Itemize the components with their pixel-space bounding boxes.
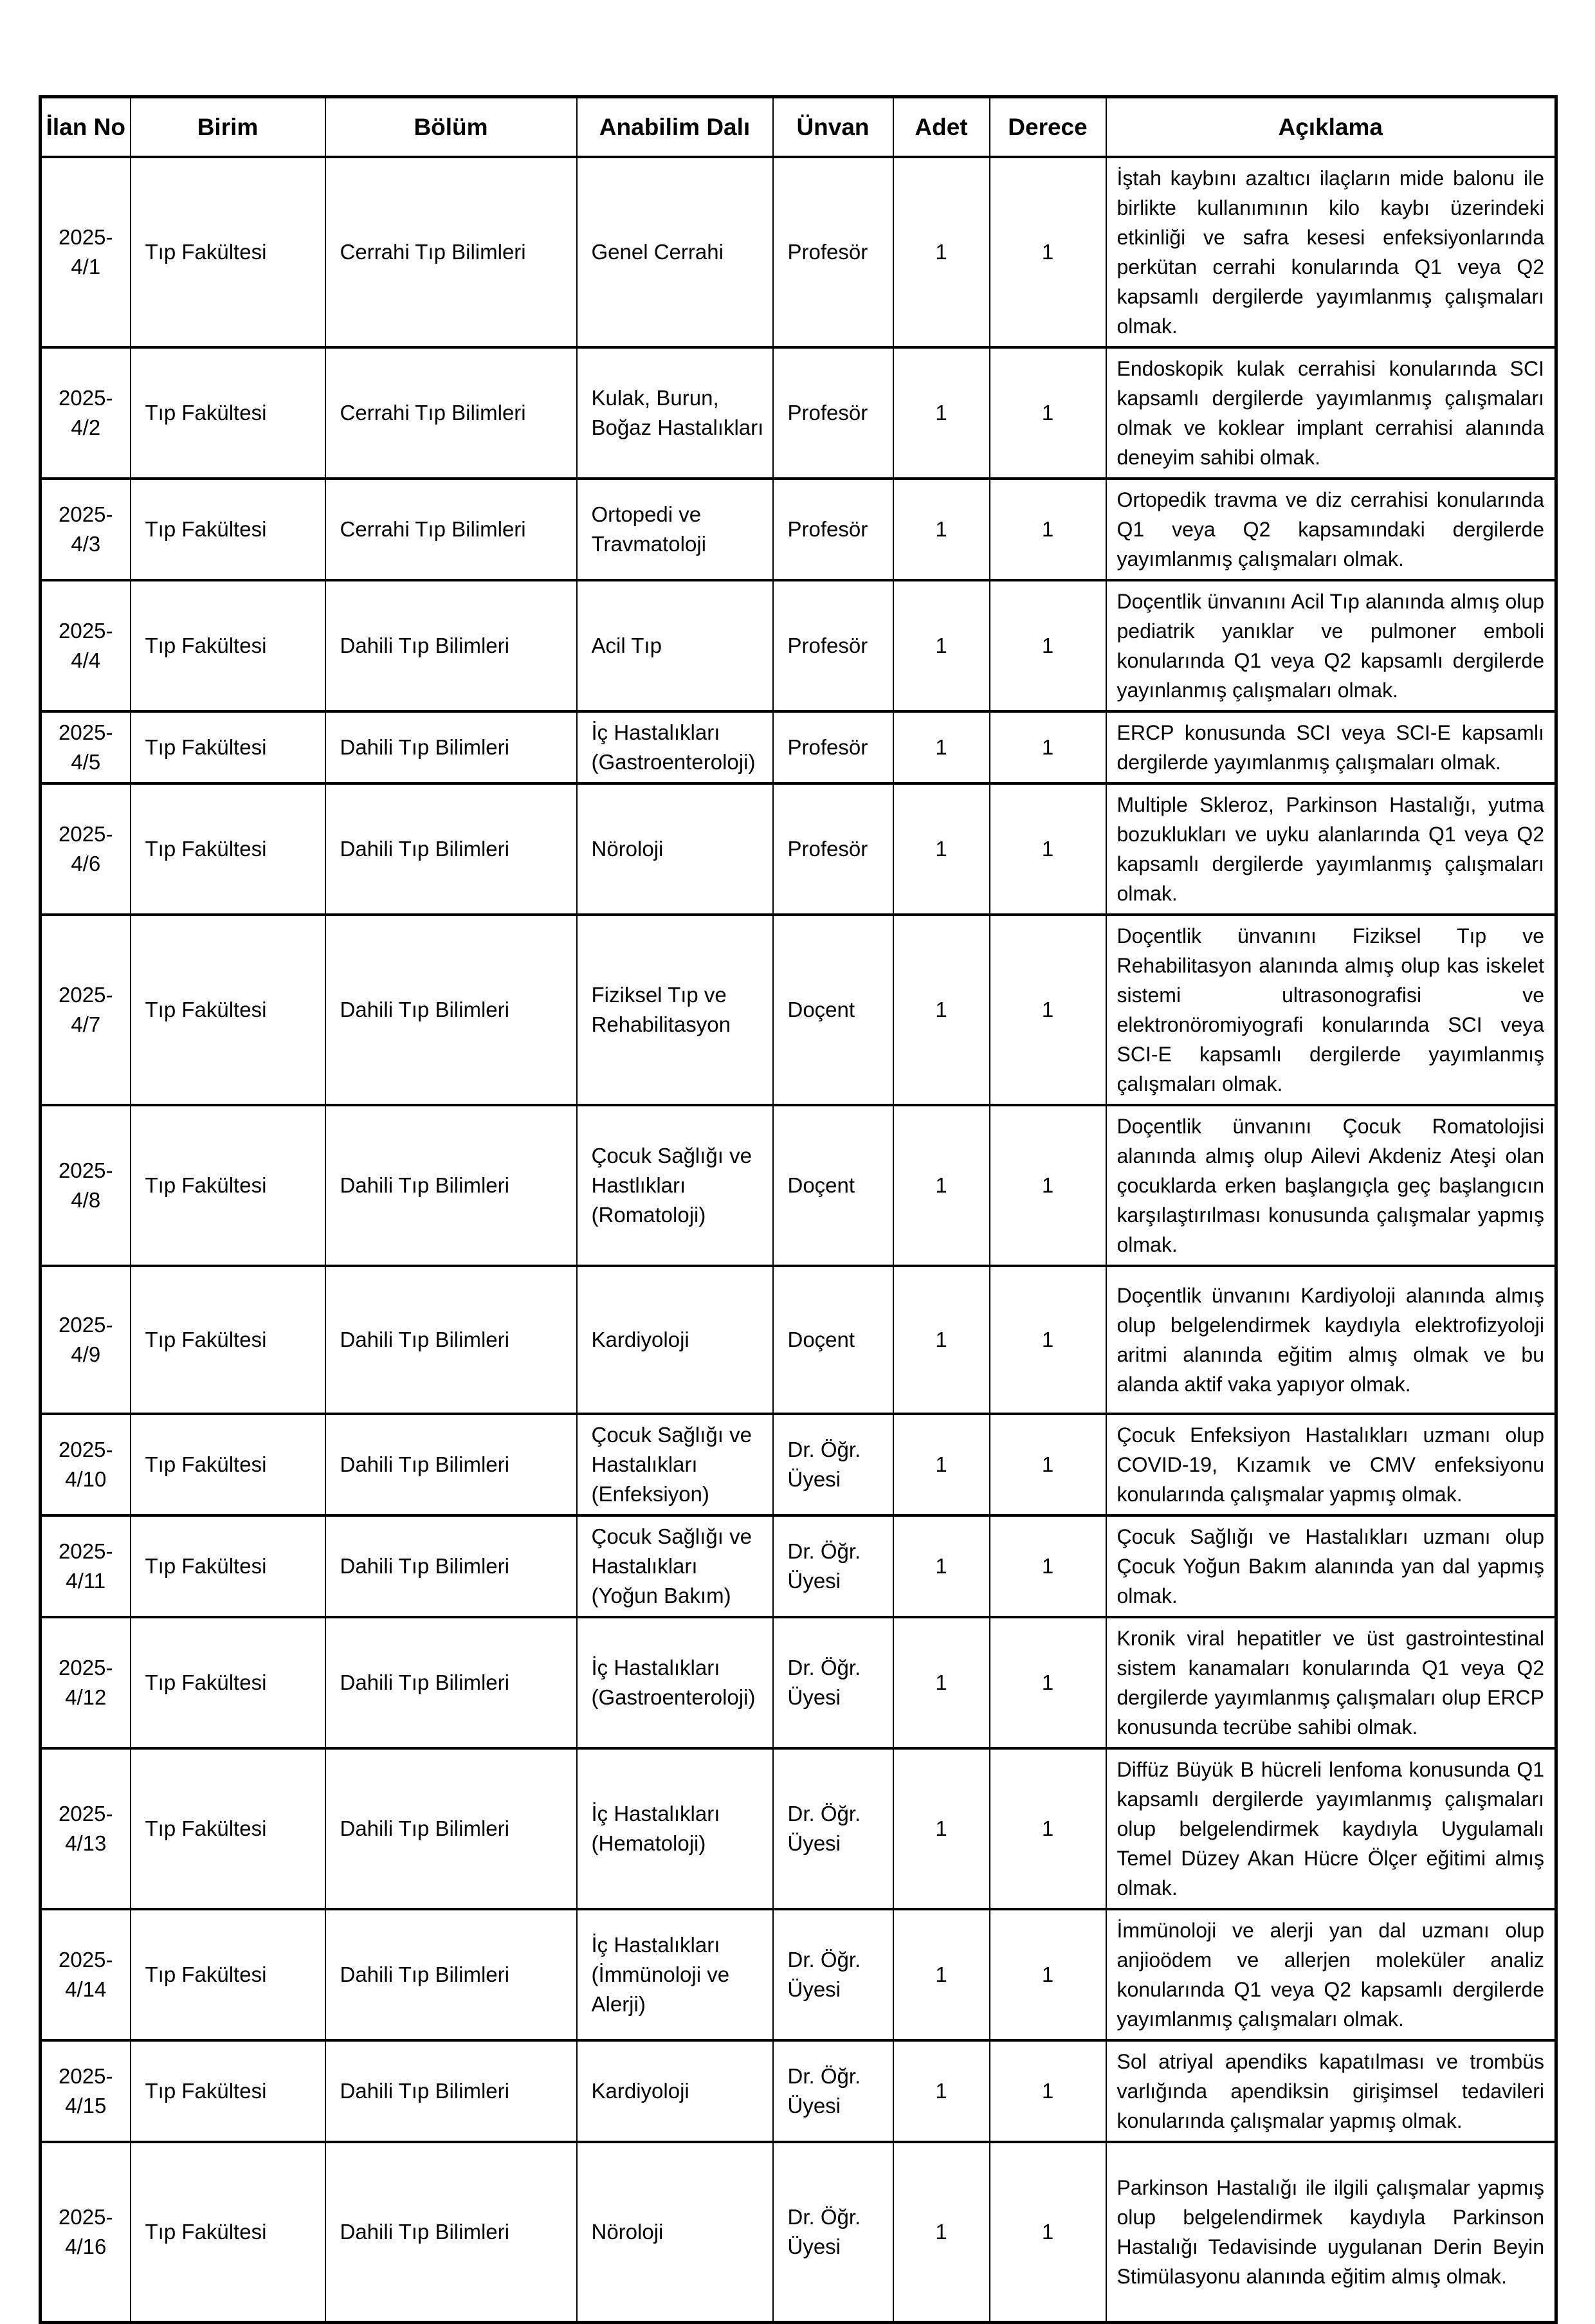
cell-ilan-no: 2025-4/13 <box>41 1748 131 1909</box>
cell-aciklama: Ortopedik travma ve diz cerrahisi konularında Q1 veya Q2 kapsamındaki dergilerde yayımlanmış çalışmaları olmak. <box>1106 479 1556 580</box>
cell-adet: 1 <box>893 1515 990 1617</box>
cell-ilan-no: 2025-4/1 <box>41 157 131 347</box>
table-row <box>41 157 1556 347</box>
cell-birim: Tıp Fakültesi <box>131 2040 325 2142</box>
cell-aciklama: Parkinson Hastalığı ile ilgili çalışmalar yapmış olup belgelendirmek kaydıyla Parkinson Hastalığı Tedavisinde uygulanan Derin Beyin Stimülasyonu alanında eğitim almış olmak. <box>1106 2142 1556 2323</box>
cell-birim: Tıp Fakültesi <box>131 1266 325 1414</box>
table-row <box>41 711 1556 783</box>
cell-derece: 1 <box>990 1748 1106 1909</box>
cell-ilan-no: 2025-4/11 <box>41 1515 131 1617</box>
cell-aciklama: Endoskopik kulak cerrahisi konularında SCI kapsamlı dergilerde yayımlanmış çalışmaları olmak ve koklear implant cerrahisi alanında deneyim sahibi olmak. <box>1106 347 1556 479</box>
cell-ilan-no: 2025-4/7 <box>41 915 131 1105</box>
cell-derece: 1 <box>990 157 1106 347</box>
cell-unvan: Profesör <box>773 157 893 347</box>
cell-bolum: Dahili Tıp Bilimleri <box>325 2142 577 2323</box>
cell-ilan-no: 2025-4/2 <box>41 347 131 479</box>
cell-unvan: Profesör <box>773 479 893 580</box>
cell-adet: 1 <box>893 1414 990 1515</box>
cell-aciklama: Doçentlik ünvanını Fiziksel Tıp ve Rehabilitasyon alanında almış olup kas iskelet sistemi ultrasonografisi ve elektronöromiyografi konularında SCI veya SCI-E kapsamlı dergilerde yayımlanmış çalışmaları olmak. <box>1106 915 1556 1105</box>
cell-bolum: Dahili Tıp Bilimleri <box>325 1105 577 1266</box>
table-row <box>41 1748 1556 1909</box>
cell-bolum: Dahili Tıp Bilimleri <box>325 783 577 915</box>
cell-aciklama: İmmünoloji ve alerji yan dal uzmanı olup anjioödem ve allerjen moleküler analiz konularında Q1 veya Q2 kapsamlı dergilerde yayımlanmış çalışmaları olmak. <box>1106 1909 1556 2040</box>
cell-adet: 1 <box>893 1748 990 1909</box>
cell-unvan: Dr. Öğr. Üyesi <box>773 2040 893 2142</box>
table-row <box>41 2142 1556 2323</box>
cell-unvan: Doçent <box>773 915 893 1105</box>
cell-bolum: Dahili Tıp Bilimleri <box>325 915 577 1105</box>
cell-birim: Tıp Fakültesi <box>131 347 325 479</box>
table-row <box>41 1617 1556 1748</box>
cell-bolum: Dahili Tıp Bilimleri <box>325 711 577 783</box>
cell-derece: 1 <box>990 783 1106 915</box>
cell-adet: 1 <box>893 2142 990 2323</box>
cell-adet: 1 <box>893 915 990 1105</box>
table-row <box>41 1105 1556 1266</box>
cell-adet: 1 <box>893 1266 990 1414</box>
cell-ilan-no: 2025-4/15 <box>41 2040 131 2142</box>
cell-derece: 1 <box>990 915 1106 1105</box>
table-row <box>41 347 1556 479</box>
cell-aciklama: İştah kaybını azaltıcı ilaçların mide balonu ile birlikte kullanımının kilo kaybı üzerindeki etkinliği ve safra kesesi enfeksiyonlarında perkütan cerrahi konularında Q1 veya Q2 kapsamlı dergilerde yayımlanmış çalışmaları olmak. <box>1106 157 1556 347</box>
cell-aciklama: Multiple Skleroz, Parkinson Hastalığı, yutma bozuklukları ve uyku alanlarında Q1 veya Q2 kapsamlı dergilerde yayımlanmış çalışmaları olmak. <box>1106 783 1556 915</box>
cell-birim: Tıp Fakültesi <box>131 1105 325 1266</box>
cell-birim: Tıp Fakültesi <box>131 580 325 711</box>
cell-unvan: Profesör <box>773 580 893 711</box>
cell-aciklama: Diffüz Büyük B hücreli lenfoma konusunda Q1 kapsamlı dergilerde yayımlanmış çalışmaları olup belgelendirmek kaydıyla Uygulamalı Temel Düzey Akan Hücre Ölçer eğitimi almış olmak. <box>1106 1748 1556 1909</box>
cell-anabilim-dali: Fiziksel Tıp ve Rehabilitasyon <box>577 915 773 1105</box>
cell-birim: Tıp Fakültesi <box>131 157 325 347</box>
table-row <box>41 1266 1556 1414</box>
cell-adet: 1 <box>893 1617 990 1748</box>
cell-anabilim-dali: İç Hastalıkları (Hematoloji) <box>577 1748 773 1909</box>
table-row <box>41 580 1556 711</box>
cell-ilan-no: 2025-4/4 <box>41 580 131 711</box>
cell-anabilim-dali: İç Hastalıkları (Gastroenteroloji) <box>577 1617 773 1748</box>
header-birim: Birim <box>131 97 325 157</box>
cell-aciklama: Çocuk Sağlığı ve Hastalıkları uzmanı olup Çocuk Yoğun Bakım alanında yan dal yapmış olmak. <box>1106 1515 1556 1617</box>
cell-unvan: Dr. Öğr. Üyesi <box>773 2142 893 2323</box>
header-unvan: Ünvan <box>773 97 893 157</box>
cell-anabilim-dali: Genel Cerrahi <box>577 157 773 347</box>
cell-ilan-no: 2025-4/3 <box>41 479 131 580</box>
cell-derece: 1 <box>990 2142 1106 2323</box>
cell-anabilim-dali: Çocuk Sağlığı ve Hastalıkları (Enfeksiyon) <box>577 1414 773 1515</box>
cell-birim: Tıp Fakültesi <box>131 1414 325 1515</box>
cell-bolum: Dahili Tıp Bilimleri <box>325 1266 577 1414</box>
cell-derece: 1 <box>990 2040 1106 2142</box>
cell-derece: 1 <box>990 711 1106 783</box>
cell-aciklama: Doçentlik ünvanını Acil Tıp alanında almış olup pediatrik yanıklar ve pulmoner emboli konularında Q1 veya Q2 kapsamlı dergilerde yayınlanmış çalışmaları olmak. <box>1106 580 1556 711</box>
cell-ilan-no: 2025-4/14 <box>41 1909 131 2040</box>
cell-unvan: Dr. Öğr. Üyesi <box>773 1617 893 1748</box>
cell-unvan: Profesör <box>773 783 893 915</box>
cell-derece: 1 <box>990 1266 1106 1414</box>
cell-aciklama: Sol atriyal apendiks kapatılması ve trombüs varlığında apendiksin girişimsel tedavileri konularında çalışmalar yapmış olmak. <box>1106 2040 1556 2142</box>
cell-adet: 1 <box>893 2040 990 2142</box>
cell-birim: Tıp Fakültesi <box>131 711 325 783</box>
header-anabilim: Anabilim Dalı <box>577 97 773 157</box>
header-bolum: Bölüm <box>325 97 577 157</box>
cell-derece: 1 <box>990 1105 1106 1266</box>
cell-aciklama: Çocuk Enfeksiyon Hastalıkları uzmanı olup COVID-19, Kızamık ve CMV enfeksiyonu konularında çalışmalar yapmış olmak. <box>1106 1414 1556 1515</box>
cell-ilan-no: 2025-4/12 <box>41 1617 131 1748</box>
table-row <box>41 2040 1556 2142</box>
cell-ilan-no: 2025-4/8 <box>41 1105 131 1266</box>
cell-birim: Tıp Fakültesi <box>131 2142 325 2323</box>
cell-aciklama: Kronik viral hepatitler ve üst gastrointestinal sistem kanamaları konularında Q1 veya Q2 dergilerde yayımlanmış çalışmaları olup ERCP konusunda tecrübe sahibi olmak. <box>1106 1617 1556 1748</box>
cell-unvan: Doçent <box>773 1105 893 1266</box>
header-derece: Derece <box>990 97 1106 157</box>
cell-adet: 1 <box>893 1105 990 1266</box>
cell-adet: 1 <box>893 479 990 580</box>
cell-anabilim-dali: Ortopedi ve Travmatoloji <box>577 479 773 580</box>
cell-birim: Tıp Fakültesi <box>131 915 325 1105</box>
cell-anabilim-dali: İç Hastalıkları (Gastroenteroloji) <box>577 711 773 783</box>
cell-anabilim-dali: Kardiyoloji <box>577 1266 773 1414</box>
cell-bolum: Dahili Tıp Bilimleri <box>325 1748 577 1909</box>
cell-birim: Tıp Fakültesi <box>131 479 325 580</box>
cell-adet: 1 <box>893 347 990 479</box>
job-postings-table <box>39 95 1558 2324</box>
cell-aciklama: Doçentlik ünvanını Çocuk Romatolojisi alanında almış olup Ailevi Akdeniz Ateşi olan çocuklarda erken başlangıçla geç başlangıcın karşılaştırılması konusunda çalışmalar yapmış olmak. <box>1106 1105 1556 1266</box>
cell-adet: 1 <box>893 783 990 915</box>
header-adet: Adet <box>893 97 990 157</box>
header-row <box>41 97 1556 157</box>
cell-unvan: Dr. Öğr. Üyesi <box>773 1414 893 1515</box>
table-row <box>41 1515 1556 1617</box>
cell-adet: 1 <box>893 711 990 783</box>
cell-ilan-no: 2025-4/5 <box>41 711 131 783</box>
table-row <box>41 479 1556 580</box>
cell-anabilim-dali: Çocuk Sağlığı ve Hastlıkları (Romatoloji) <box>577 1105 773 1266</box>
cell-unvan: Profesör <box>773 347 893 479</box>
cell-anabilim-dali: İç Hastalıkları (İmmünoloji ve Alerji) <box>577 1909 773 2040</box>
cell-bolum: Dahili Tıp Bilimleri <box>325 1909 577 2040</box>
cell-unvan: Dr. Öğr. Üyesi <box>773 1748 893 1909</box>
cell-anabilim-dali: Acil Tıp <box>577 580 773 711</box>
cell-derece: 1 <box>990 580 1106 711</box>
cell-adet: 1 <box>893 1909 990 2040</box>
cell-derece: 1 <box>990 1617 1106 1748</box>
cell-unvan: Doçent <box>773 1266 893 1414</box>
cell-derece: 1 <box>990 1515 1106 1617</box>
cell-ilan-no: 2025-4/9 <box>41 1266 131 1414</box>
cell-unvan: Dr. Öğr. Üyesi <box>773 1515 893 1617</box>
cell-bolum: Dahili Tıp Bilimleri <box>325 1414 577 1515</box>
cell-bolum: Cerrahi Tıp Bilimleri <box>325 157 577 347</box>
cell-derece: 1 <box>990 479 1106 580</box>
cell-anabilim-dali: Kulak, Burun, Boğaz Hastalıkları <box>577 347 773 479</box>
cell-derece: 1 <box>990 1909 1106 2040</box>
table-row <box>41 915 1556 1105</box>
cell-anabilim-dali: Çocuk Sağlığı ve Hastalıkları (Yoğun Bakım) <box>577 1515 773 1617</box>
cell-derece: 1 <box>990 1414 1106 1515</box>
cell-aciklama: ERCP konusunda SCI veya SCI-E kapsamlı dergilerde yayımlanmış çalışmaları olmak. <box>1106 711 1556 783</box>
cell-birim: Tıp Fakültesi <box>131 783 325 915</box>
cell-birim: Tıp Fakültesi <box>131 1748 325 1909</box>
cell-bolum: Cerrahi Tıp Bilimleri <box>325 479 577 580</box>
cell-ilan-no: 2025-4/6 <box>41 783 131 915</box>
cell-ilan-no: 2025-4/10 <box>41 1414 131 1515</box>
header-aciklama: Açıklama <box>1106 97 1556 157</box>
header-ilan-no: İlan No <box>41 97 131 157</box>
cell-bolum: Dahili Tıp Bilimleri <box>325 1617 577 1748</box>
cell-unvan: Profesör <box>773 711 893 783</box>
cell-unvan: Dr. Öğr. Üyesi <box>773 1909 893 2040</box>
cell-aciklama: Doçentlik ünvanını Kardiyoloji alanında almış olup belgelendirmek kaydıyla elektrofizyoloji aritmi alanında eğitim almış olmak ve bu alanda aktif vaka yapıyor olmak. <box>1106 1266 1556 1414</box>
cell-bolum: Cerrahi Tıp Bilimleri <box>325 347 577 479</box>
cell-derece: 1 <box>990 347 1106 479</box>
cell-bolum: Dahili Tıp Bilimleri <box>325 580 577 711</box>
cell-birim: Tıp Fakültesi <box>131 1515 325 1617</box>
cell-anabilim-dali: Kardiyoloji <box>577 2040 773 2142</box>
cell-bolum: Dahili Tıp Bilimleri <box>325 1515 577 1617</box>
cell-ilan-no: 2025-4/16 <box>41 2142 131 2323</box>
table-row <box>41 783 1556 915</box>
cell-anabilim-dali: Nöroloji <box>577 783 773 915</box>
cell-bolum: Dahili Tıp Bilimleri <box>325 2040 577 2142</box>
cell-adet: 1 <box>893 157 990 347</box>
cell-anabilim-dali: Nöroloji <box>577 2142 773 2323</box>
cell-adet: 1 <box>893 580 990 711</box>
cell-birim: Tıp Fakültesi <box>131 1909 325 2040</box>
table-row <box>41 1414 1556 1515</box>
cell-birim: Tıp Fakültesi <box>131 1617 325 1748</box>
table-row <box>41 1909 1556 2040</box>
